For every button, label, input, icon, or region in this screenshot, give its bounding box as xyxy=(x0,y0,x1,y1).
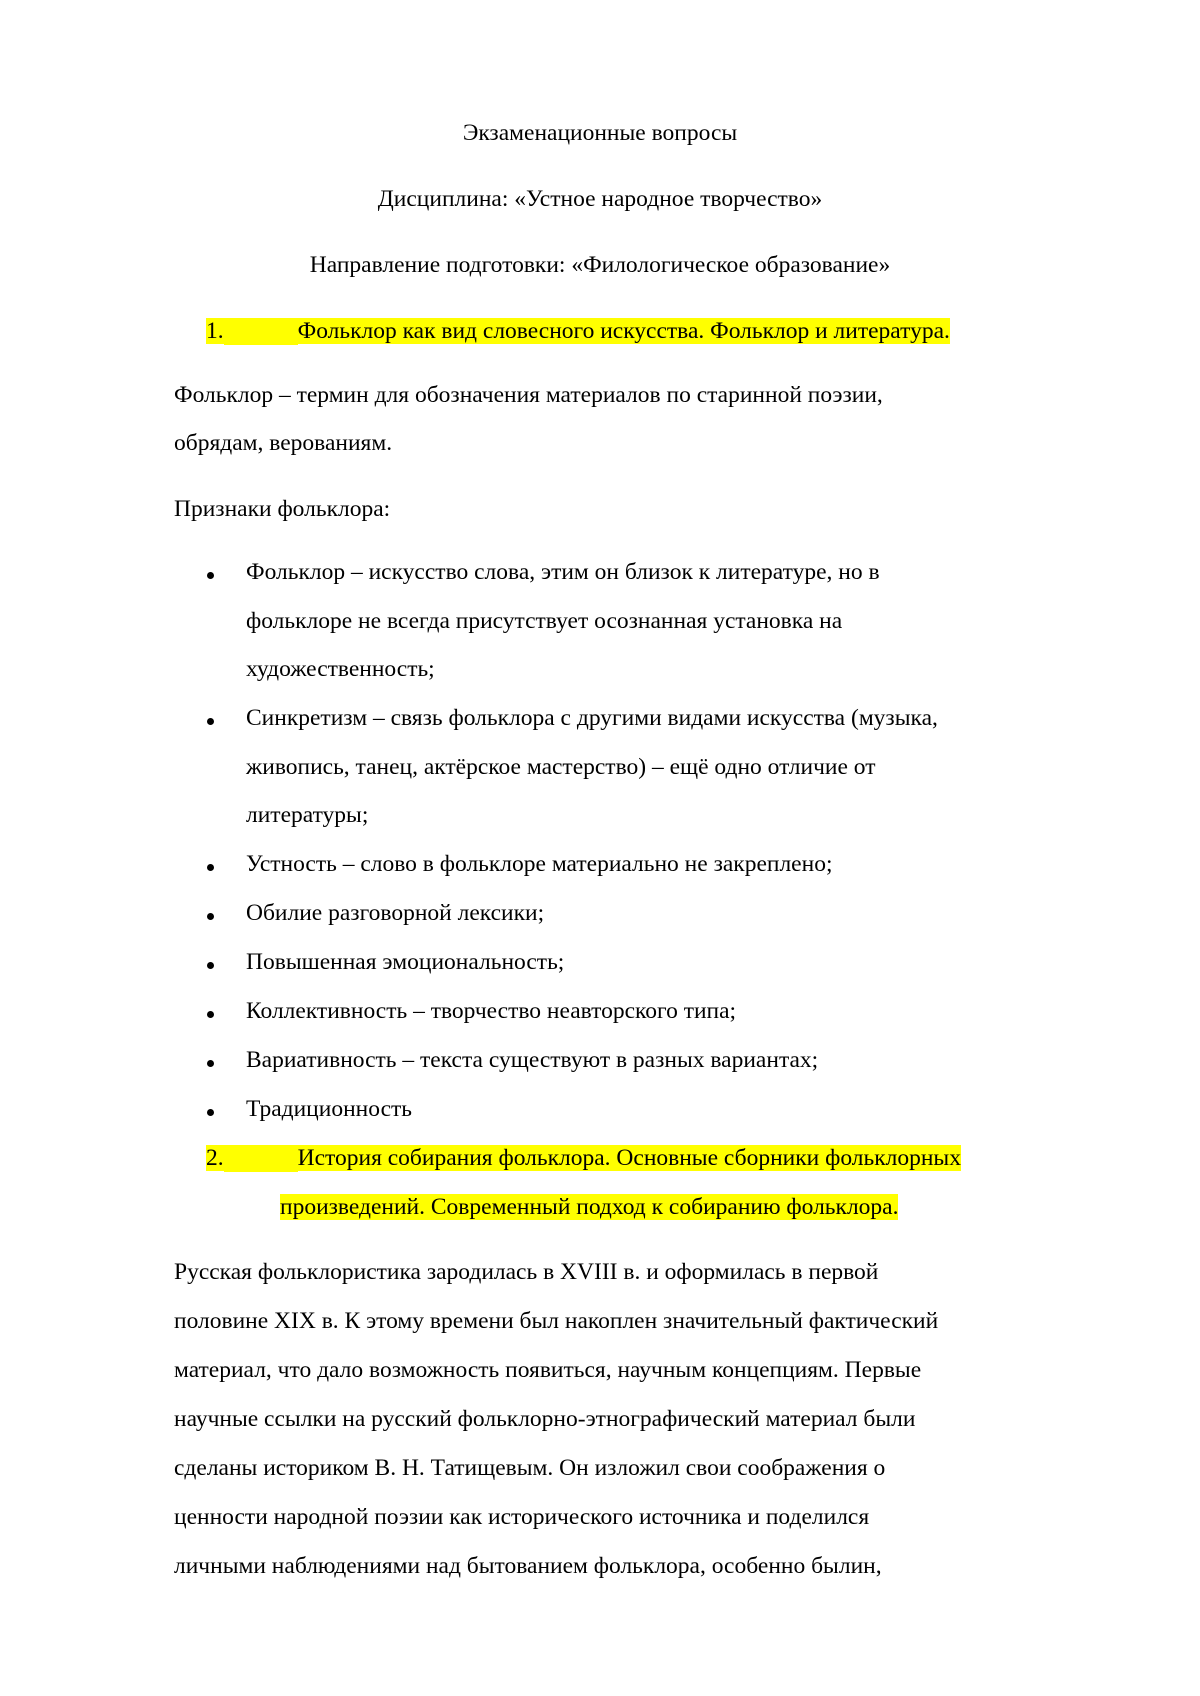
question-2-heading-line-2 xyxy=(280,1194,898,1221)
paragraph-2-line-4: научные ссылки на русский фольклорно-этнографический материал были xyxy=(174,1406,916,1432)
definition-line-1: Фольклор – термин для обозначения материалов по старинной поэзии, xyxy=(174,382,883,408)
paragraph-2-line-5: сделаны историком В. Н. Татищевым. Он изложил свои соображения о xyxy=(174,1455,886,1481)
bullet-dot xyxy=(207,1060,214,1067)
question-2-text-line-1: История собирания фольклора. Основные сборники фольклорных xyxy=(297,1145,961,1171)
paragraph-2-line-6: ценности народной поэзии как исторического источника и поделился xyxy=(174,1504,870,1530)
question-2-number: 2. xyxy=(206,1145,224,1171)
bullet-dot xyxy=(207,718,214,725)
bullet-dot xyxy=(207,1109,214,1116)
definition-line-2: обрядам, верованиям. xyxy=(174,430,393,456)
question-2-heading-line-1 xyxy=(206,1145,961,1172)
bullet-dot xyxy=(207,913,214,920)
bullet-2-line-2: живопись, танец, актёрское мастерство) – ещё одно отличие от xyxy=(246,754,876,780)
paragraph-2-line-2: половине XIX в. К этому времени был накоплен значительный фактический xyxy=(174,1308,939,1334)
bullet-6-line-1: Коллективность – творчество неавторского типа; xyxy=(246,998,737,1024)
bullet-2-line-3: литературы; xyxy=(246,802,369,828)
question-1-text: Фольклор как вид словесного искусства. Фольклор и литература. xyxy=(297,318,950,344)
question-1-number: 1. xyxy=(206,318,224,344)
bullet-3-line-1: Устность – слово в фольклоре материально не закреплено; xyxy=(246,851,833,877)
question-1-heading xyxy=(206,318,950,345)
bullet-2-line-1: Синкретизм – связь фольклора с другими видами искусства (музыка, xyxy=(246,705,938,731)
discipline-line: Дисциплина: «Устное народное творчество» xyxy=(377,186,823,212)
bullet-5-line-1: Повышенная эмоциональность; xyxy=(246,949,565,975)
paragraph-2-line-1: Русская фольклористика зародилась в XVIII в. и оформилась в первой xyxy=(174,1259,879,1285)
bullet-1-line-3: художественность; xyxy=(246,656,435,682)
bullet-dot xyxy=(207,962,214,969)
direction-line: Направление подготовки: «Филологическое образование» xyxy=(309,252,891,278)
bullet-dot xyxy=(207,1011,214,1018)
paragraph-2-line-3: материал, что дало возможность появиться, научным концепциям. Первые xyxy=(174,1357,922,1383)
question-2-text-line-2: произведений. Современный подход к собиранию фольклора. xyxy=(280,1194,899,1220)
bullet-1-line-2: фольклоре не всегда присутствует осознанная установка на xyxy=(246,608,843,634)
bullet-1-line-1: Фольклор – искусство слова, этим он близок к литературе, но в xyxy=(246,559,880,585)
paragraph-2-line-7: личными наблюдениями над бытованием фольклора, особенно былин, xyxy=(174,1553,882,1579)
bullet-dot xyxy=(207,864,214,871)
bullet-7-line-1: Вариативность – текста существуют в разных вариантах; xyxy=(246,1047,819,1073)
features-heading: Признаки фольклора: xyxy=(174,496,391,522)
bullet-dot xyxy=(207,572,214,579)
bullet-8-line-1: Традиционность xyxy=(246,1096,412,1122)
document-title: Экзаменационные вопросы xyxy=(462,120,738,146)
bullet-4-line-1: Обилие разговорной лексики; xyxy=(246,900,545,926)
